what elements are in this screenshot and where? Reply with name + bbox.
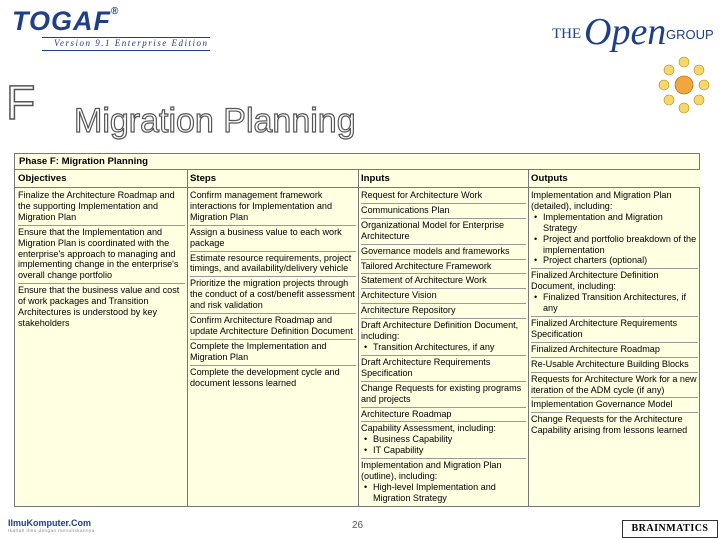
objective-item: Finalize the Architecture Roadmap and the supporting Implementation and Migration Plan [18,189,185,226]
input-item: Architecture Repository [361,304,526,319]
bullet-item: • Implementation and Migration Strategy [531,212,698,234]
step-item: Confirm Architecture Roadmap and update Architecture Definition Document [190,314,356,340]
objective-item: Ensure that the business value and cost of work packages and Transition Architectures is understood by key stakeholders [18,285,180,328]
header-outputs: Outputs [528,170,700,188]
outputs-column [528,188,700,506]
step-item: Confirm management framework interactions for Implementation and Migration Plan [190,189,356,226]
bullet-item: • Business Capability [361,434,526,445]
phase-letter: F [6,77,36,130]
slide-title: Migration Planning [74,102,356,140]
input-item-draft-add: Draft Architecture Definition Document, including: • Transition Architectures, if any [361,319,526,356]
input-item: Architecture Roadmap [361,408,526,423]
objectives-column [15,188,187,506]
phase-f-table [14,153,700,507]
objective-item: Ensure that the Implementation and Migration Plan is coordinated with the enterprise's approach to managing and implementing change in the enterprise's overall change portfolio [18,226,185,285]
output-item: Finalized Architecture Roadmap [531,343,698,358]
ilmukomputer-logo: IlmuKomputer.Com Ikatlah ilmu dengan menuliskannya [8,518,95,533]
header-inputs: Inputs [358,170,528,188]
bullet-item: • Project charters (optional) [531,255,698,266]
open-group-logo: THE Open GROUP [552,11,714,53]
bullet-item: • Project and portfolio breakdown of the implementation [531,234,698,256]
page-number: 26 [352,520,364,531]
step-item: Estimate resource requirements, project timings, and availability/delivery vehicle [190,252,356,278]
header-steps: Steps [187,170,358,188]
output-item: Change Requests for the Architecture Capability arising from lessons learned [531,414,688,436]
input-item: Change Requests for existing programs and projects [361,382,526,408]
input-item: Organizational Model for Enterprise Architecture [361,219,526,245]
input-item: Tailored Architecture Framework [361,260,526,275]
output-item: Requests for Architecture Work for a new iteration of the ADM cycle (if any) [531,373,698,399]
adm-cycle-diagram-icon [656,56,712,114]
output-item: Re-Usable Architecture Building Blocks [531,358,698,373]
input-item: Governance models and frameworks [361,245,526,260]
input-item: Request for Architecture Work [361,189,526,204]
input-item-capability: Capability Assessment, including: • Business Capability • IT Capability [361,422,526,459]
input-item: Draft Architecture Requirements Specification [361,356,526,382]
bullet-item: • Transition Architectures, if any [361,342,526,353]
brainmatics-logo: BRAINMATICS [622,520,718,538]
input-item: Architecture Vision [361,289,526,304]
output-item: Implementation Governance Model [531,398,698,413]
header-objectives: Objectives [15,170,187,188]
togaf-wordmark: TOGAF® [12,6,120,36]
input-item: Statement of Architecture Work [361,274,526,289]
step-item: Complete the development cycle and document lessons learned [190,366,340,388]
bullet-item: • Finalized Transition Architectures, if any [531,292,698,314]
output-item-add: Finalized Architecture Definition Document, including: • Finalized Transition Architectures, if any [531,269,698,317]
output-item: Finalized Architecture Requirements Specification [531,317,698,343]
step-item: Prioritize the migration projects through the conduct of a cost/benefit assessment and risk validation [190,277,356,314]
input-item-impl-plan: Implementation and Migration Plan (outline), including: • High-level Implementation and Migration Strategy [361,459,526,506]
table-title: Phase F: Migration Planning [15,154,699,170]
input-item: Communications Plan [361,204,526,219]
bullet-item: • High-level Implementation and Migration Strategy [361,482,526,504]
output-item-impl-plan: Implementation and Migration Plan (detailed), including: • Implementation and Migration Strategy • Project and portfolio breakdown of the implementation • Project charters (optional) [531,189,698,269]
step-item: Complete the Implementation and Migration Plan [190,340,356,366]
inputs-column [358,188,528,506]
bullet-item: • IT Capability [361,445,526,456]
togaf-version: Version 9.1 Enterprise Edition [54,38,209,48]
step-item: Assign a business value to each work package [190,226,356,252]
steps-column [187,188,358,506]
togaf-logo [12,6,212,50]
